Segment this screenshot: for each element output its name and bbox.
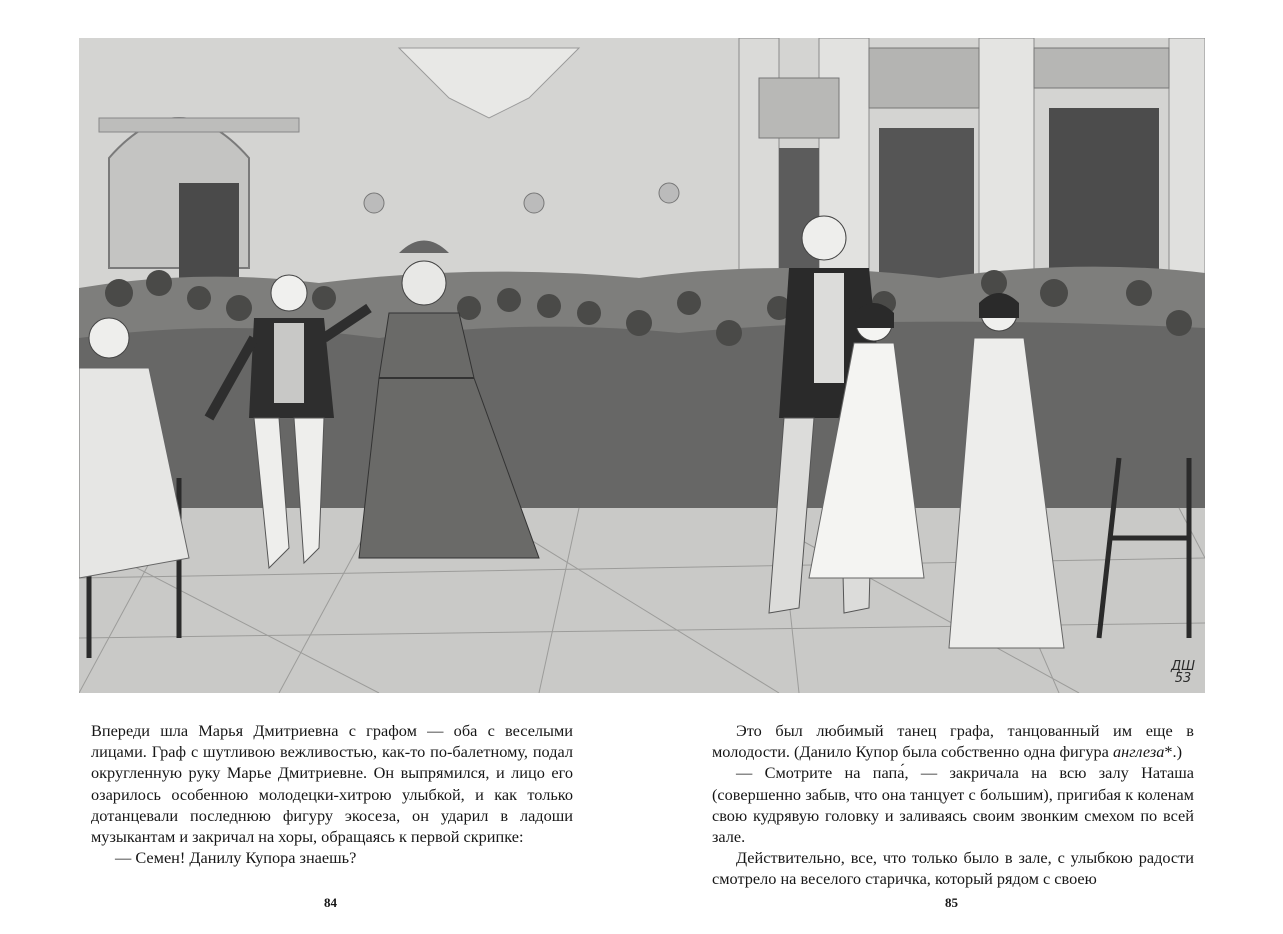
paragraph: Впереди шла Марья Дмитриевна с графом — оба с веселыми лицами. Граф с шутливою вежливостью, как-то по-балетному, подал округленную руку Марье Дмитриевне. Он выпрямился, и лицо его озарилось особенною молодецки-хитрою улыбкой, и как только дотанцевали последнюю фигуру экосеза, он ударил в ладоши музыкантам и закричал на хоры, обращаясь к первой скрипке: [91, 721, 573, 847]
signature-initials: ДШ [1170, 659, 1195, 674]
paragraph: — Смотрите на папа́, — закричала на всю залу Наташа (совершенно забыв, что она танцует с большим), пригибая к коленам свою кудрявую головку и заливаясь своим звонким смехом по всей зале. [712, 763, 1194, 847]
ballroom-illustration [79, 38, 1205, 693]
paragraph: Действительно, все, что только было в зале, с улыбкою радости смотрело на веселого старичка, который рядом с своею [712, 848, 1194, 889]
page-number-right: 85 [945, 895, 958, 910]
paragraph [712, 720, 1194, 762]
paragraph-text: *.) [1164, 742, 1182, 762]
artist-signature [1171, 661, 1195, 685]
paragraph: — Семен! Данилу Купора знаешь? [115, 848, 357, 868]
page-number-left: 84 [324, 895, 337, 910]
right-page-text [712, 720, 1194, 890]
italic-term: англеза [1112, 742, 1165, 762]
signature-year: 53 [1174, 671, 1192, 686]
ballroom-drawing [79, 38, 1205, 693]
left-page-text [91, 720, 573, 868]
paragraph-text: Это был любимый танец графа, танцованный им еще в молодости. (Данило Купор была собственно одна фигура [712, 721, 1194, 762]
